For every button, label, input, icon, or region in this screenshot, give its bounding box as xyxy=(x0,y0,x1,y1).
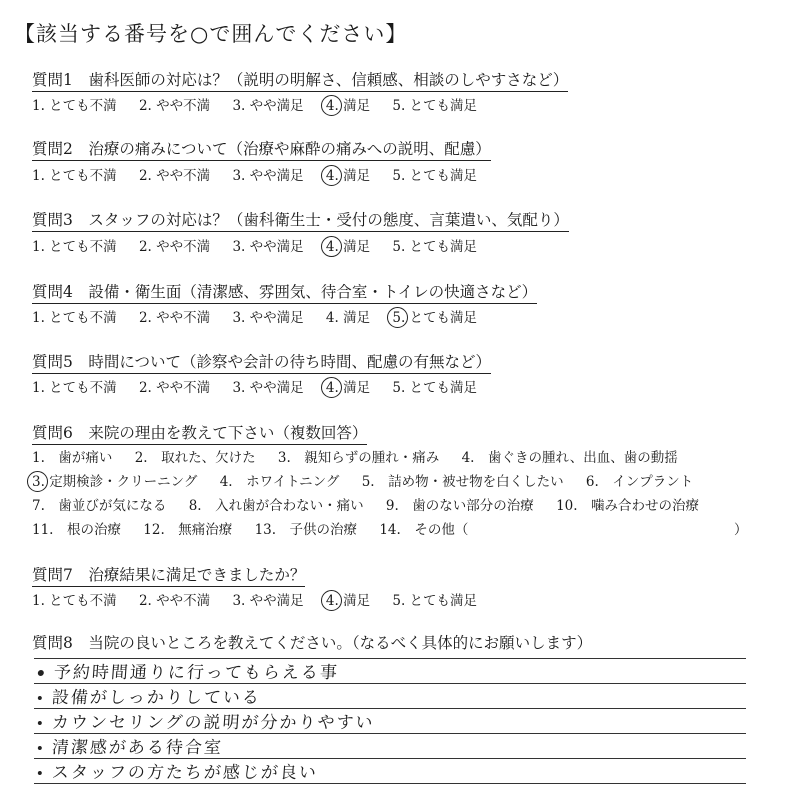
reason-white-fillings[interactable]: 5. 詰め物・被せ物を白くしたい xyxy=(361,474,564,490)
question-7-options xyxy=(32,589,495,609)
question-5-options xyxy=(32,376,495,396)
reason-11[interactable]: 11. 根の治療 xyxy=(32,522,121,538)
question-5-title: 質問5 時間について（診察や会計の待ち時間、配慮の有無など） xyxy=(32,350,491,373)
option-4-selected[interactable]: 4. 満足 xyxy=(325,239,371,255)
option-2[interactable]: 2. やや不満 xyxy=(138,168,211,184)
question-6-line-3 xyxy=(32,494,717,514)
reason-14-close-paren: ） xyxy=(734,522,748,538)
reason-4[interactable]: 4. 歯ぐきの腫れ、出血、歯の動揺 xyxy=(461,450,678,466)
handwritten-answer: 清潔感がある待合室 xyxy=(37,733,224,758)
handwritten-answer: スタッフの方たちが感じが良い xyxy=(37,758,319,783)
reason-whitening[interactable]: 4. ホワイトニング xyxy=(219,474,340,490)
question-6-line-1 xyxy=(32,446,696,466)
question-8-title: 質問8 当院の良いところを教えてください。（なるべく具体的にお願いします） xyxy=(32,634,593,652)
question-3-options xyxy=(32,235,495,255)
option-4-selected[interactable]: 4. 満足 xyxy=(325,98,371,114)
option-5[interactable]: 5. とても満足 xyxy=(392,593,478,609)
answer-line xyxy=(34,783,746,784)
reason-1[interactable]: 1. 歯が痛い xyxy=(32,450,113,466)
reason-2[interactable]: 2. 取れた、欠けた xyxy=(134,450,256,466)
option-4-selected[interactable]: 4. 満足 xyxy=(325,380,371,396)
reason-13[interactable]: 13. 子供の治療 xyxy=(254,522,358,538)
question-3-title: 質問3 スタッフの対応は？（歯科衛生士・受付の態度、言葉遣い、気配り） xyxy=(32,208,569,231)
question-7-title: 質問7 治療結果に満足できましたか？ xyxy=(32,563,305,586)
handwritten-answer: カウンセリングの説明が分かりやすい xyxy=(37,708,375,733)
reason-checkup[interactable]: 定期検診・クリーニング xyxy=(49,474,198,490)
option-2[interactable]: 2. やや不満 xyxy=(138,380,211,396)
option-1[interactable]: 1. とても不満 xyxy=(32,310,117,326)
reason-7[interactable]: 7. 歯並びが気になる xyxy=(32,498,167,514)
handwritten-answer: 設備がしっかりしている xyxy=(37,683,262,708)
option-3[interactable]: 3. やや満足 xyxy=(232,239,304,255)
option-3[interactable]: 3. やや満足 xyxy=(232,310,304,326)
option-5[interactable]: 5. とても満足 xyxy=(392,239,478,255)
handwritten-answer: 予約時間通りに行ってもらえる事 xyxy=(37,658,340,683)
option-1[interactable]: 1. とても不満 xyxy=(32,593,117,609)
option-3[interactable]: 3. やや満足 xyxy=(232,168,304,184)
reason-14-other[interactable]: 14. その他（ xyxy=(379,522,469,538)
option-5[interactable]: 5. とても満足 xyxy=(392,168,478,184)
option-4[interactable]: 4. 満足 xyxy=(325,310,371,326)
survey-heading: 【該当する番号を○で囲んでください】 xyxy=(14,22,408,46)
option-3[interactable]: 3. やや満足 xyxy=(232,593,304,609)
option-1[interactable]: 1. とても不満 xyxy=(32,168,117,184)
question-6-line-2 xyxy=(32,470,711,490)
reason-12[interactable]: 12. 無痛治療 xyxy=(143,522,233,538)
reason-9[interactable]: 9. 歯のない部分の治療 xyxy=(385,498,534,514)
option-3[interactable]: 3. やや満足 xyxy=(232,98,304,114)
option-4-selected[interactable]: 4. 満足 xyxy=(325,593,371,609)
option-2[interactable]: 2. やや不満 xyxy=(138,239,211,255)
option-5[interactable]: 5. とても満足 xyxy=(392,98,478,114)
question-1-title: 質問1 歯科医師の対応は？（説明の明解さ、信頼感、相談のしやすさなど） xyxy=(32,68,568,91)
option-2[interactable]: 2. やや不満 xyxy=(138,310,211,326)
option-2[interactable]: 2. やや不満 xyxy=(138,593,211,609)
option-1[interactable]: 1. とても不満 xyxy=(32,98,117,114)
question-6-line-4 xyxy=(32,518,486,538)
reason-implant[interactable]: 6. インプラント xyxy=(585,474,694,490)
reason-8[interactable]: 8. 入れ歯が合わない・痛い xyxy=(188,498,364,514)
option-3[interactable]: 3. やや満足 xyxy=(232,380,304,396)
question-4-title: 質問4 設備・衛生面（清潔感、雰囲気、待合室・トイレの快適さなど） xyxy=(32,280,537,303)
question-4-options xyxy=(32,306,495,326)
reason-10[interactable]: 10. 噛み合わせの治療 xyxy=(556,498,700,514)
reason-3[interactable]: 3. 親知らずの腫れ・痛み xyxy=(277,450,440,466)
option-5-selected[interactable]: 5. とても満足 xyxy=(392,310,478,326)
question-2-options xyxy=(32,164,495,184)
reason-3-selected-marker[interactable]: 3. xyxy=(32,474,45,490)
question-1-options xyxy=(32,94,495,114)
option-2[interactable]: 2. やや不満 xyxy=(138,98,211,114)
question-2-title: 質問2 治療の痛みについて（治療や麻酔の痛みへの説明、配慮） xyxy=(32,137,491,160)
option-1[interactable]: 1. とても不満 xyxy=(32,239,117,255)
option-5[interactable]: 5. とても満足 xyxy=(392,380,478,396)
option-4-selected[interactable]: 4. 満足 xyxy=(325,168,371,184)
question-6-title: 質問6 来院の理由を教えて下さい（複数回答） xyxy=(32,421,367,444)
option-1[interactable]: 1. とても不満 xyxy=(32,380,117,396)
